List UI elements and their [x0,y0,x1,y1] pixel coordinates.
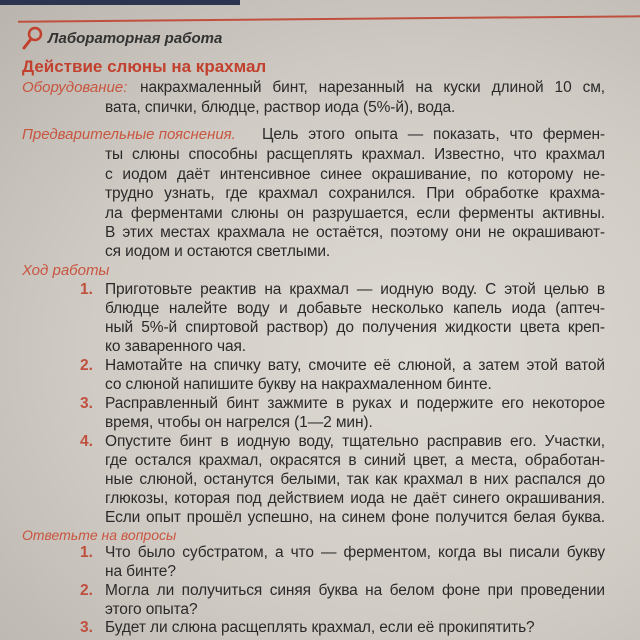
procedure-label: Ход работы [22,262,110,279]
step-line: время, чтобы он нагрелся (1—2 мин). [105,414,373,431]
question-number: 1. [80,544,93,561]
top-color-strip [0,0,240,5]
preliminary-line: трудно узнать, где крахмал сохранился. При обработке крахма- [105,185,605,202]
question-line: Будет ли слюна расщеплять крахмал, если её прокипятить? [105,619,535,636]
step-number: 1. [80,281,93,298]
equipment-label: Оборудование: [22,79,128,96]
step-line: ный 5%-й спиртовой раствор) до получения жидкости цвета креп- [105,319,605,336]
question-line: этого опыта? [105,601,198,618]
step-line: Приготовьте реактив на крахмал — иодную воду. С этой целью в [105,281,605,298]
magnifier-icon [22,26,44,50]
preliminary-line: В этих местах крахмала не остаётся, поэтому они не окрашивают- [105,224,605,241]
equipment-line: вата, спички, блюдце, раствор иода (5%-й), вода. [105,99,456,116]
preliminary-line: ся иодом и остаются светлыми. [105,243,331,260]
step-line: глюкозы, которая под действием иода не даёт синего окрашивания. [105,490,605,507]
step-line: Расправленный бинт зажмите в руках и подержите его некоторое [105,395,605,412]
question-line: на бинте? [105,563,176,580]
step-number: 4. [80,433,93,450]
questions-label: Ответьте на вопросы [22,527,177,543]
preliminary-line: Цель этого опыта — показать, что фермен- [262,126,605,143]
step-line: Намотайте на спичку вату, смочите её слюной, а затем этой ватой [105,357,605,374]
equipment-line: накрахмаленный бинт, нарезанный на куски длиной 10 см, [140,79,605,96]
section-kicker: Лабораторная работа [48,30,223,47]
preliminary-line: с иодом даёт интенсивное синее окрашивание, по которому не- [105,166,605,183]
step-line: Опустите бинт в иодную воду, тщательно расправив его. Участки, [105,433,605,450]
step-line: ко заваренного чая. [105,338,247,355]
step-line: ные слюной, останутся белыми, так как крахмал в них распался до [105,471,605,488]
preliminary-line: ты слюны способны расщеплять крахмал. Известно, что крахмал [105,146,605,163]
page-title: Действие слюны на крахмал [22,57,267,76]
step-line: Если опыт прошёл успешно, на синем фоне получится белая буква. [105,509,605,526]
preliminary-label: Предварительные пояснения. [22,126,236,143]
preliminary-line: ла ферментами слюны он разрушается, если ферменты активны. [105,205,605,222]
question-number: 2. [80,582,93,599]
question-line: Могла ли получиться синяя буква на белом фоне при проведении [105,582,605,599]
question-number: 3. [80,619,93,636]
step-line: где остался крахмал, окрасятся в синий цвет, а места, обработан- [105,452,605,469]
step-line: со слюной напишите букву на накрахмаленном бинте. [105,376,492,393]
step-line: блюдце налейте воду и добавьте несколько капель иода (аптеч- [105,300,605,317]
step-number: 2. [80,357,93,374]
header-rule [18,15,640,22]
step-number: 3. [80,395,93,412]
question-line: Что было субстратом, а что — ферментом, когда вы писали букву [105,544,605,561]
